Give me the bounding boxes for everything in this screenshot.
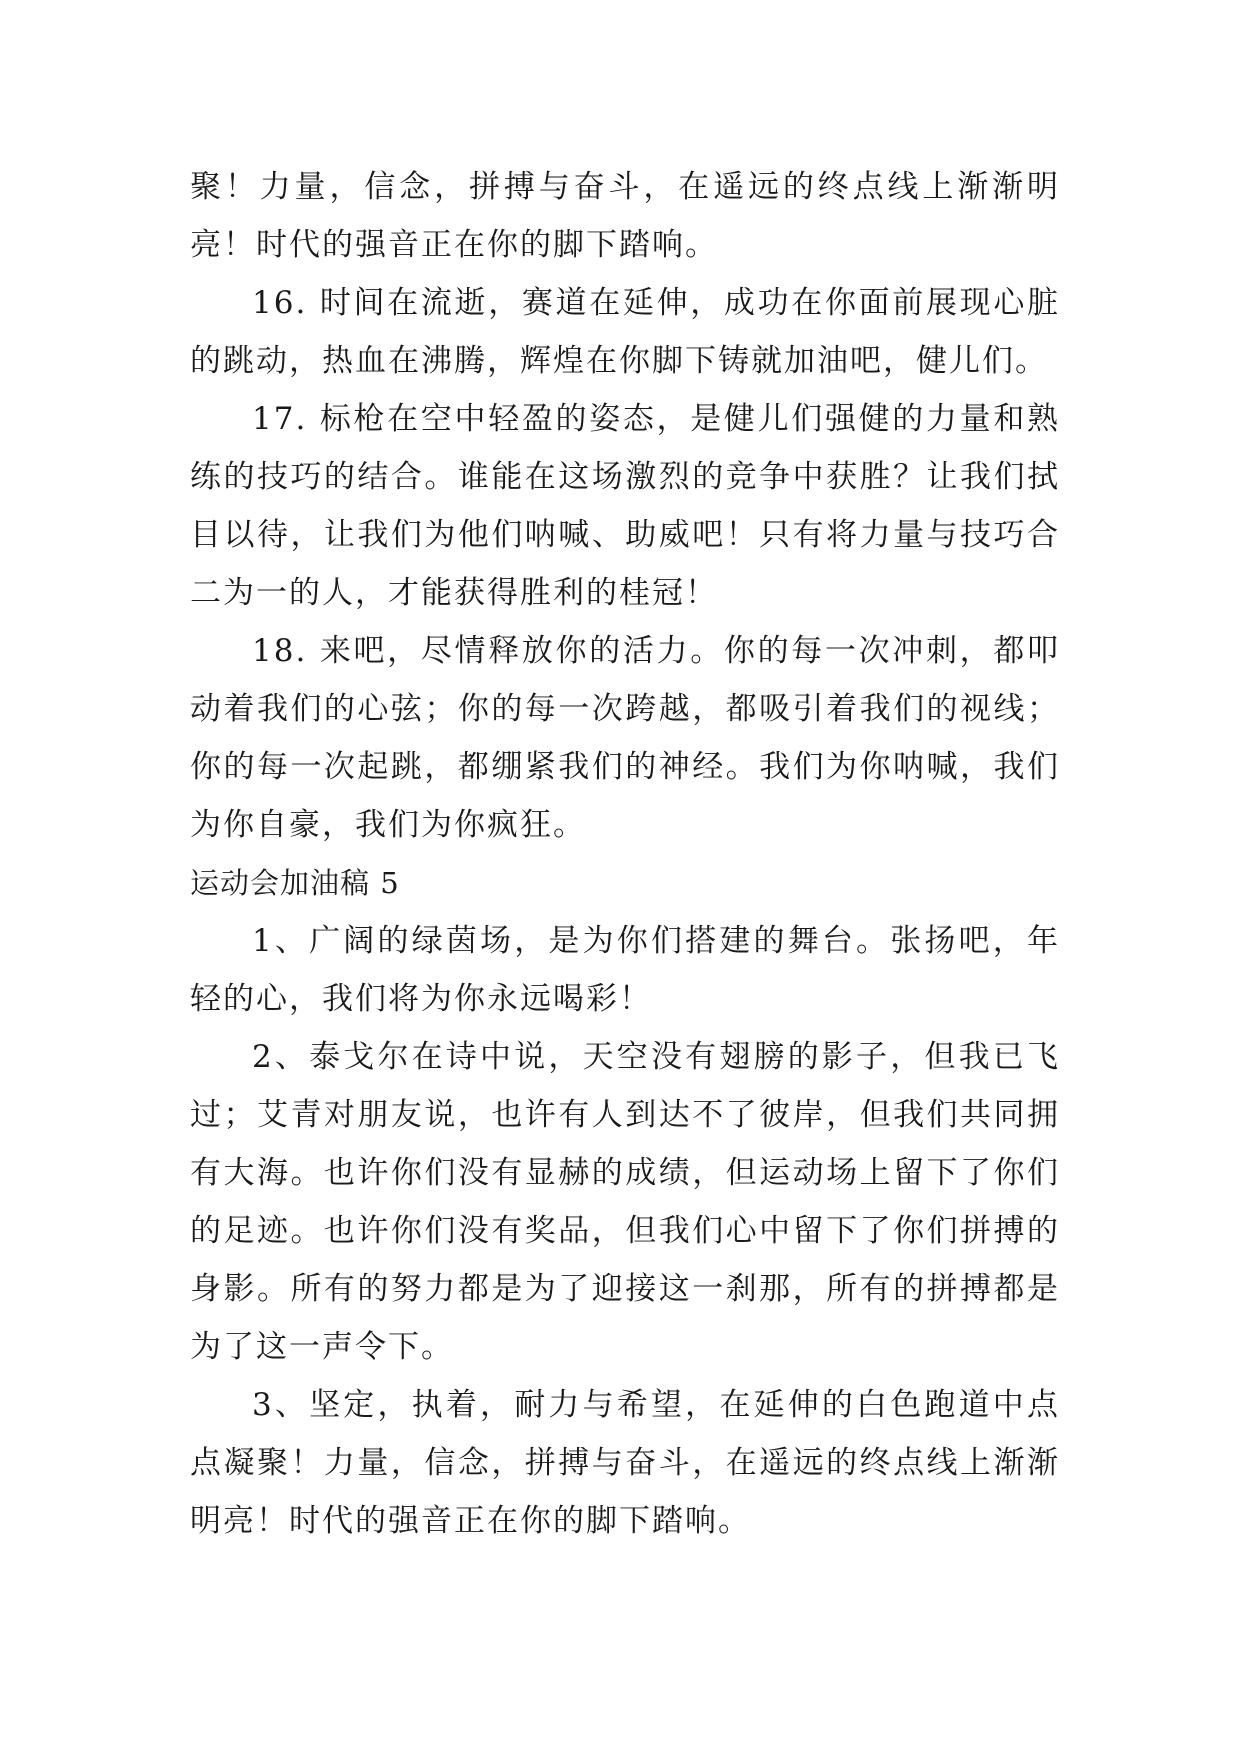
paragraph-item-18: 18. 来吧，尽情释放你的活力。你的每一次冲刺，都叩动着我们的心弦；你的每一次跨越，都吸引着我们的视线；你的每一次起跳，都绷紧我们的神经。我们为你呐喊，我们为你自豪，我们为你疯狂。 [190,633,1060,843]
document-body [190,158,1060,1550]
paragraph-continuation: 聚！力量，信念，拼搏与奋斗，在遥远的终点线上渐渐明亮！时代的强音正在你的脚下踏响。 [190,169,1060,263]
paragraph-item-1: 1、广阔的绿茵场，是为你们搭建的舞台。张扬吧，年轻的心，我们将为你永远喝彩！ [190,923,1060,1017]
section-heading: 运动会加油稿 5 [190,866,400,900]
paragraph-item-17: 17. 标枪在空中轻盈的姿态，是健儿们强健的力量和熟练的技巧的结合。谁能在这场激烈的竞争中获胜？让我们拭目以待，让我们为他们呐喊、助威吧！只有将力量与技巧合二为一的人，才能获得胜利的桂冠！ [190,401,1060,611]
paragraph-item-2: 2、泰戈尔在诗中说，天空没有翅膀的影子，但我已飞过；艾青对朋友说，也许有人到达不了彼岸，但我们共同拥有大海。也许你们没有显赫的成绩，但运动场上留下了你们的足迹。也许你们没有奖品，但我们心中留下了你们拼搏的身影。所有的努力都是为了迎接这一刹那，所有的拼搏都是为了这一声令下。 [190,1039,1060,1365]
paragraph-item-16: 16. 时间在流逝，赛道在延伸，成功在你面前展现心脏的跳动，热血在沸腾，辉煌在你脚下铸就加油吧，健儿们。 [190,285,1060,379]
paragraph-item-3: 3、坚定，执着，耐力与希望，在延伸的白色跑道中点点凝聚！力量，信念，拼搏与奋斗，在遥远的终点线上渐渐明亮！时代的强音正在你的脚下踏响。 [190,1387,1060,1539]
